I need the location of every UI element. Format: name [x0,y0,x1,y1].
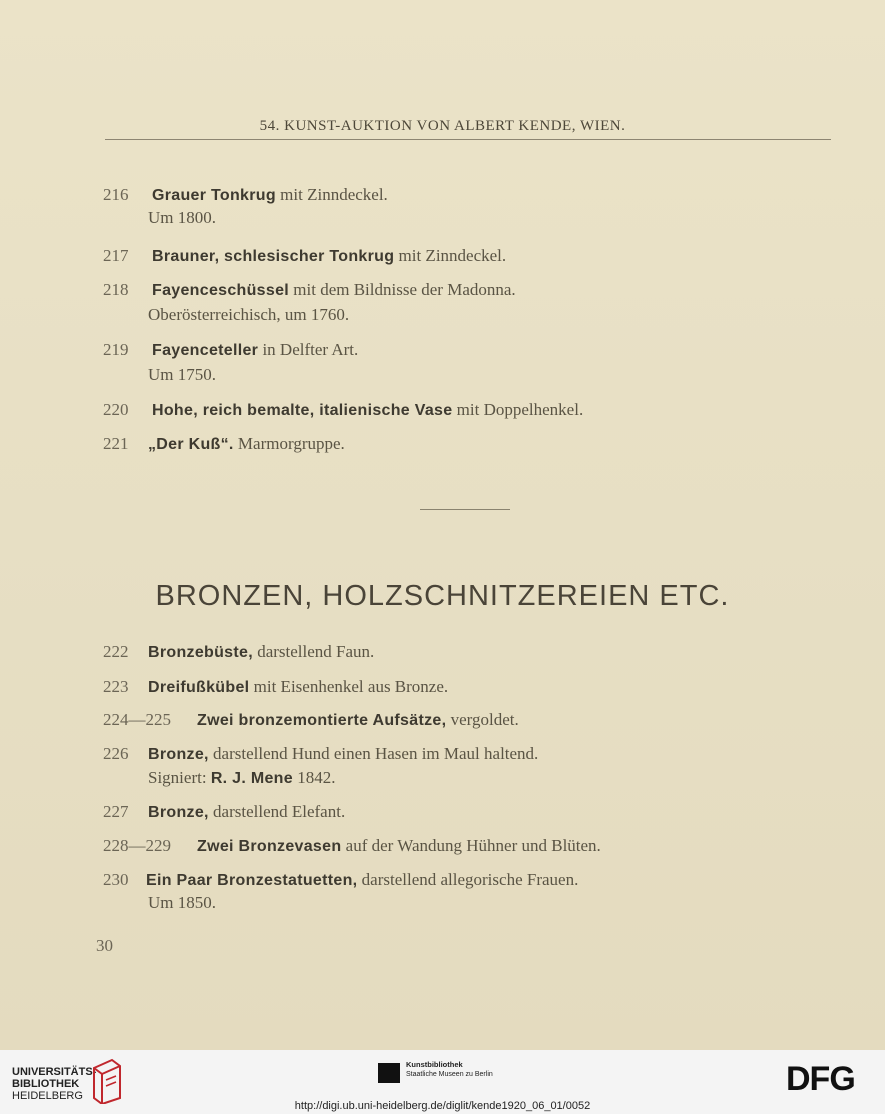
lot-title: Dreifußkübel [148,679,250,696]
lot-number: 224—225 [103,710,171,729]
ub-book-icon [90,1058,124,1104]
lot-number: 216 [103,185,129,204]
lot-description: mit Doppelhenkel. [452,400,584,419]
lot-title: Fayenceschüssel [152,282,290,299]
lot-description: darstellend Elefant. [208,802,346,821]
ub-logo-line: HEIDELBERG [12,1090,83,1102]
page-number: 30 [96,936,113,955]
lot-note-year: 1842. [292,768,336,787]
section-divider [420,509,510,510]
lot-title: Brauner, schlesischer Tonkrug [152,248,395,265]
lot-note: Signiert: [148,768,211,787]
kb-subtitle: Staatliche Museen zu Berlin [406,1071,493,1078]
kb-title: Kunstbibliothek [406,1060,463,1069]
dfg-logo[interactable]: DFG [786,1060,855,1098]
lot-title: Zwei Bronzevasen [197,838,342,855]
kunstbibliothek-icon [378,1063,400,1083]
lot-number: 221 [103,434,129,453]
lot-title: Bronze, [148,804,209,821]
running-header: 54. KUNST-AUKTION VON ALBERT KENDE, WIEN. [259,118,626,134]
lot-number: 217 [103,246,129,265]
lot-description: Marmorgruppe. [233,434,345,453]
lot-description: auf der Wandung Hühner und Blüten. [341,836,601,855]
ub-heidelberg-logo[interactable] [12,1066,96,1102]
lot-description: mit Zinndeckel. [275,185,388,204]
lot-title: Hohe, reich bemalte, italienische Vase [152,402,453,419]
header-rule [105,139,831,140]
lot-number: 230 [103,870,129,889]
permalink-url[interactable]: http://digi.ub.uni-heidelberg.de/diglit/kende1920_06_01/0052 [294,1100,591,1112]
signature-name: R. J. Mene [210,770,293,787]
lot-description: darstellend Faun. [252,642,375,661]
lot-title: Ein Paar Bronzestatuetten, [146,872,358,889]
lot-number: 222 [103,642,129,661]
lot-description: mit Zinndeckel. [394,246,507,265]
lot-number: 219 [103,340,129,359]
lot-description: vergoldet. [446,710,519,729]
lot-note: Um 1850. [148,893,216,912]
section-heading: BRONZEN, HOLZSCHNITZEREIEN ETC. [155,580,730,612]
lot-number: 218 [103,280,129,299]
lot-description: mit dem Bildnisse der Madonna. [289,280,516,299]
lot-title: Zwei bronzemontierte Aufsätze, [197,712,447,729]
lot-number: 223 [103,677,129,696]
lot-title: Bronzebüste, [148,644,253,661]
lot-title: „Der Kuß“. [148,436,234,453]
lot-number: 228—229 [103,836,171,855]
lot-note: Oberösterreichisch, um 1760. [148,305,350,324]
kunstbibliothek-logo[interactable] [406,1060,493,1079]
lot-note: Um 1800. [148,208,216,227]
lot-description: darstellend Hund einen Hasen im Maul haltend. [208,744,539,763]
ub-logo-line: BIBLIOTHEK [12,1078,80,1090]
ub-logo-line: UNIVERSITÄTS- [12,1066,97,1078]
lot-description: in Delfter Art. [258,340,359,359]
lot-description: darstellend allegorische Frauen. [357,870,579,889]
lot-description: mit Eisenhenkel aus Bronze. [249,677,449,696]
lot-title: Bronze, [148,746,209,763]
lot-number: 227 [103,802,129,821]
lot-title: Grauer Tonkrug [152,187,276,204]
lot-number: 226 [103,744,129,763]
lot-number: 220 [103,400,129,419]
lot-title: Fayenceteller [152,342,259,359]
lot-note: Um 1750. [148,365,216,384]
